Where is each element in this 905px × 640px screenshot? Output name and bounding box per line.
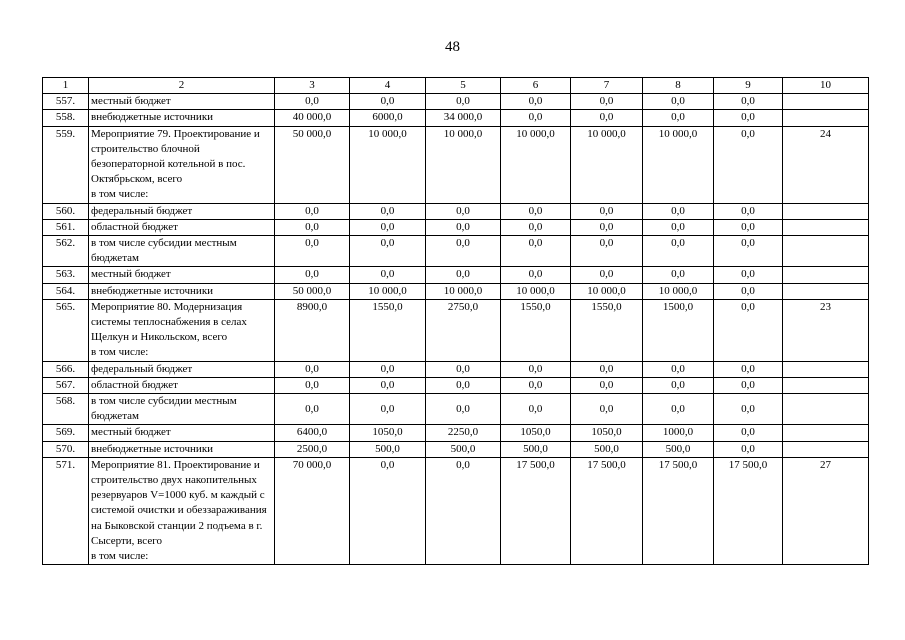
value-cell-col-4: 0,0 [350, 361, 426, 377]
target-cell [783, 425, 869, 441]
value-cell-col-3: 2500,0 [275, 441, 350, 457]
row-number: 560. [43, 203, 89, 219]
row-name: внебюджетные источники [89, 283, 275, 299]
header-cell-9: 9 [714, 78, 783, 94]
value-cell-col-3: 0,0 [275, 361, 350, 377]
header-cell-6: 6 [501, 78, 571, 94]
value-cell-col-7: 1550,0 [571, 299, 643, 361]
value-cell-col-5: 0,0 [426, 377, 501, 393]
value-cell-col-5: 2250,0 [426, 425, 501, 441]
target-cell [783, 110, 869, 126]
target-cell: 27 [783, 457, 869, 564]
value-cell-col-5: 0,0 [426, 94, 501, 110]
table-row [43, 441, 869, 457]
value-cell-col-7: 0,0 [571, 377, 643, 393]
value-cell-col-5: 10 000,0 [426, 283, 501, 299]
row-number: 557. [43, 94, 89, 110]
value-cell-col-4: 0,0 [350, 457, 426, 564]
value-cell-col-6: 10 000,0 [501, 126, 571, 203]
header-cell-10: 10 [783, 78, 869, 94]
value-cell-col-5: 0,0 [426, 394, 501, 425]
value-cell-col-8: 0,0 [643, 394, 714, 425]
value-cell-col-5: 500,0 [426, 441, 501, 457]
row-number: 568. [43, 394, 89, 425]
value-cell-col-6: 0,0 [501, 219, 571, 235]
value-cell-col-7: 0,0 [571, 394, 643, 425]
row-number: 567. [43, 377, 89, 393]
value-cell-col-5: 2750,0 [426, 299, 501, 361]
table-row [43, 236, 869, 267]
page-number: 48 [445, 39, 460, 55]
value-cell-col-8: 10 000,0 [643, 283, 714, 299]
header-row [43, 78, 869, 94]
row-name: Мероприятие 81. Проектирование и строительство двух накопительных резервуаров V=1000 куб. м каждый с системой очистки и обеззараживания на Быковской станции 2 подъема в г. Сысерти, всего в том числе: [89, 457, 275, 564]
value-cell-col-3: 0,0 [275, 236, 350, 267]
value-cell-col-6: 0,0 [501, 361, 571, 377]
table-row [43, 457, 869, 564]
value-cell-col-8: 500,0 [643, 441, 714, 457]
value-cell-col-8: 1500,0 [643, 299, 714, 361]
value-cell-col-4: 6000,0 [350, 110, 426, 126]
row-name: в том числе субсидии местным бюджетам [89, 236, 275, 267]
row-number: 558. [43, 110, 89, 126]
header-cell-1: 1 [43, 78, 89, 94]
value-cell-col-6: 1050,0 [501, 425, 571, 441]
value-cell-col-6: 0,0 [501, 236, 571, 267]
value-cell-col-9: 0,0 [714, 94, 783, 110]
value-cell-col-7: 1050,0 [571, 425, 643, 441]
value-cell-col-3: 0,0 [275, 267, 350, 283]
table-row [43, 425, 869, 441]
target-cell [783, 377, 869, 393]
value-cell-col-4: 1550,0 [350, 299, 426, 361]
row-number: 562. [43, 236, 89, 267]
table-row [43, 377, 869, 393]
value-cell-col-6: 0,0 [501, 203, 571, 219]
target-cell: 24 [783, 126, 869, 203]
row-name: в том числе субсидии местным бюджетам [89, 394, 275, 425]
value-cell-col-5: 34 000,0 [426, 110, 501, 126]
table-row [43, 203, 869, 219]
value-cell-col-8: 0,0 [643, 236, 714, 267]
value-cell-col-7: 0,0 [571, 110, 643, 126]
value-cell-col-4: 1050,0 [350, 425, 426, 441]
value-cell-col-7: 0,0 [571, 236, 643, 267]
value-cell-col-3: 50 000,0 [275, 283, 350, 299]
value-cell-col-3: 0,0 [275, 94, 350, 110]
value-cell-col-8: 0,0 [643, 94, 714, 110]
value-cell-col-8: 0,0 [643, 361, 714, 377]
target-cell [783, 394, 869, 425]
value-cell-col-9: 0,0 [714, 267, 783, 283]
value-cell-col-8: 0,0 [643, 219, 714, 235]
row-number: 571. [43, 457, 89, 564]
value-cell-col-7: 10 000,0 [571, 283, 643, 299]
value-cell-col-7: 0,0 [571, 219, 643, 235]
row-name: местный бюджет [89, 94, 275, 110]
row-name: Мероприятие 80. Модернизация системы теплоснабжения в селах Щелкун и Никольском, всего в том числе: [89, 299, 275, 361]
value-cell-col-3: 0,0 [275, 219, 350, 235]
table-row [43, 219, 869, 235]
header-cell-2: 2 [89, 78, 275, 94]
value-cell-col-7: 0,0 [571, 94, 643, 110]
value-cell-col-4: 0,0 [350, 203, 426, 219]
value-cell-col-7: 17 500,0 [571, 457, 643, 564]
row-name: местный бюджет [89, 267, 275, 283]
row-number: 570. [43, 441, 89, 457]
value-cell-col-9: 0,0 [714, 425, 783, 441]
value-cell-col-4: 500,0 [350, 441, 426, 457]
value-cell-col-3: 0,0 [275, 394, 350, 425]
budget-table [42, 77, 869, 565]
value-cell-col-5: 0,0 [426, 267, 501, 283]
value-cell-col-3: 6400,0 [275, 425, 350, 441]
value-cell-col-5: 0,0 [426, 219, 501, 235]
table-row [43, 267, 869, 283]
row-number: 559. [43, 126, 89, 203]
value-cell-col-9: 0,0 [714, 377, 783, 393]
target-cell [783, 361, 869, 377]
value-cell-col-8: 10 000,0 [643, 126, 714, 203]
table-row [43, 394, 869, 425]
header-cell-3: 3 [275, 78, 350, 94]
value-cell-col-9: 0,0 [714, 219, 783, 235]
value-cell-col-3: 40 000,0 [275, 110, 350, 126]
value-cell-col-8: 17 500,0 [643, 457, 714, 564]
table-row [43, 361, 869, 377]
target-cell [783, 94, 869, 110]
value-cell-col-5: 0,0 [426, 236, 501, 267]
value-cell-col-6: 0,0 [501, 394, 571, 425]
row-number: 565. [43, 299, 89, 361]
value-cell-col-3: 70 000,0 [275, 457, 350, 564]
value-cell-col-3: 0,0 [275, 377, 350, 393]
row-number: 563. [43, 267, 89, 283]
value-cell-col-3: 0,0 [275, 203, 350, 219]
value-cell-col-9: 0,0 [714, 283, 783, 299]
value-cell-col-9: 17 500,0 [714, 457, 783, 564]
value-cell-col-4: 0,0 [350, 267, 426, 283]
row-name: федеральный бюджет [89, 203, 275, 219]
row-name: местный бюджет [89, 425, 275, 441]
value-cell-col-7: 10 000,0 [571, 126, 643, 203]
table-row [43, 283, 869, 299]
target-cell [783, 441, 869, 457]
value-cell-col-9: 0,0 [714, 441, 783, 457]
value-cell-col-8: 1000,0 [643, 425, 714, 441]
value-cell-col-4: 0,0 [350, 236, 426, 267]
target-cell [783, 236, 869, 267]
header-cell-4: 4 [350, 78, 426, 94]
value-cell-col-4: 0,0 [350, 377, 426, 393]
value-cell-col-5: 10 000,0 [426, 126, 501, 203]
table-row [43, 299, 869, 361]
row-name: внебюджетные источники [89, 110, 275, 126]
row-name: областной бюджет [89, 377, 275, 393]
value-cell-col-9: 0,0 [714, 203, 783, 219]
row-number: 569. [43, 425, 89, 441]
value-cell-col-7: 0,0 [571, 203, 643, 219]
value-cell-col-5: 0,0 [426, 361, 501, 377]
row-number: 564. [43, 283, 89, 299]
value-cell-col-9: 0,0 [714, 361, 783, 377]
value-cell-col-8: 0,0 [643, 203, 714, 219]
value-cell-col-5: 0,0 [426, 457, 501, 564]
table-row [43, 94, 869, 110]
value-cell-col-7: 0,0 [571, 361, 643, 377]
value-cell-col-3: 50 000,0 [275, 126, 350, 203]
value-cell-col-9: 0,0 [714, 394, 783, 425]
row-number: 566. [43, 361, 89, 377]
value-cell-col-4: 0,0 [350, 394, 426, 425]
target-cell [783, 283, 869, 299]
value-cell-col-9: 0,0 [714, 126, 783, 203]
value-cell-col-6: 10 000,0 [501, 283, 571, 299]
value-cell-col-6: 500,0 [501, 441, 571, 457]
target-cell [783, 219, 869, 235]
header-cell-8: 8 [643, 78, 714, 94]
value-cell-col-4: 0,0 [350, 94, 426, 110]
value-cell-col-9: 0,0 [714, 299, 783, 361]
value-cell-col-4: 0,0 [350, 219, 426, 235]
value-cell-col-6: 1550,0 [501, 299, 571, 361]
value-cell-col-4: 10 000,0 [350, 283, 426, 299]
value-cell-col-3: 8900,0 [275, 299, 350, 361]
value-cell-col-6: 0,0 [501, 94, 571, 110]
value-cell-col-8: 0,0 [643, 377, 714, 393]
value-cell-col-6: 0,0 [501, 267, 571, 283]
target-cell [783, 267, 869, 283]
value-cell-col-6: 0,0 [501, 377, 571, 393]
table-row [43, 126, 869, 203]
value-cell-col-5: 0,0 [426, 203, 501, 219]
header-cell-7: 7 [571, 78, 643, 94]
value-cell-col-4: 10 000,0 [350, 126, 426, 203]
value-cell-col-6: 0,0 [501, 110, 571, 126]
value-cell-col-9: 0,0 [714, 110, 783, 126]
row-name: Мероприятие 79. Проектирование и строительство блочной безоператорной котельной в пос. Октябрьском, всего в том числе: [89, 126, 275, 203]
target-cell: 23 [783, 299, 869, 361]
row-name: федеральный бюджет [89, 361, 275, 377]
row-name: внебюджетные источники [89, 441, 275, 457]
row-number: 561. [43, 219, 89, 235]
target-cell [783, 203, 869, 219]
table-row [43, 110, 869, 126]
value-cell-col-7: 0,0 [571, 267, 643, 283]
row-name: областной бюджет [89, 219, 275, 235]
value-cell-col-6: 17 500,0 [501, 457, 571, 564]
header-cell-5: 5 [426, 78, 501, 94]
value-cell-col-8: 0,0 [643, 267, 714, 283]
value-cell-col-9: 0,0 [714, 236, 783, 267]
value-cell-col-7: 500,0 [571, 441, 643, 457]
value-cell-col-8: 0,0 [643, 110, 714, 126]
